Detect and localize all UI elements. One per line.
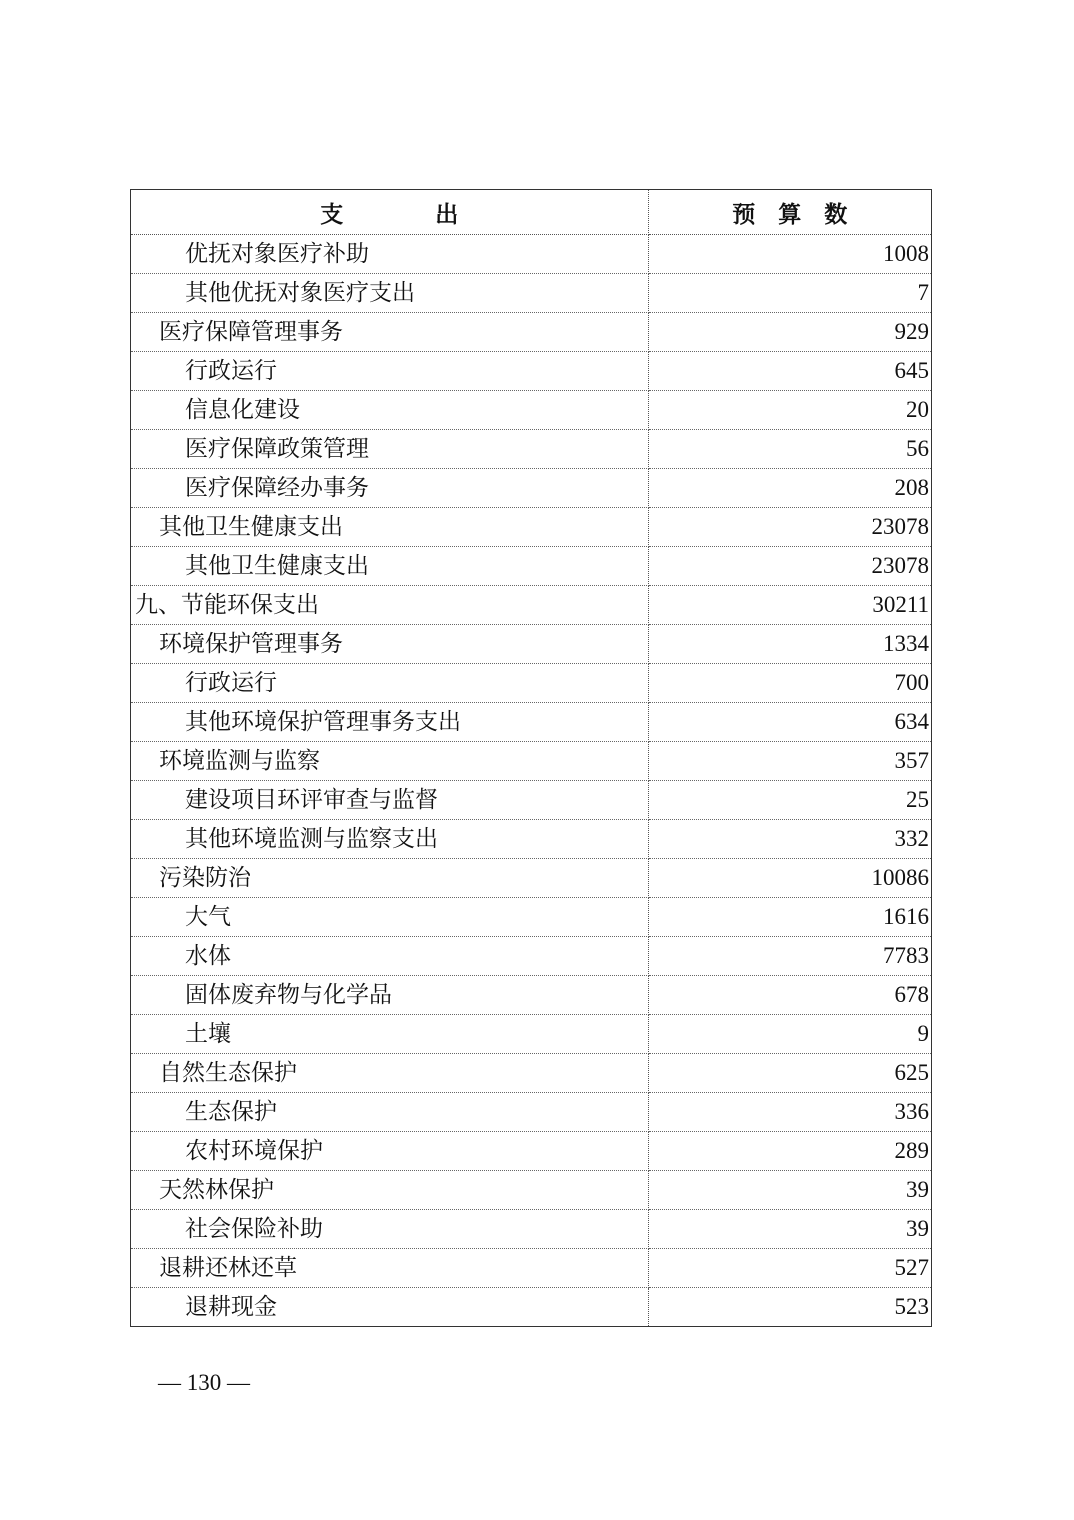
table-row: [131, 586, 931, 625]
row-value: 625: [648, 1054, 931, 1093]
table-header-row: [131, 190, 931, 235]
table-row: [131, 703, 931, 742]
row-label: 其他环境保护管理事务支出: [131, 703, 648, 742]
header-expenditure: 支 出: [131, 190, 648, 235]
row-value: 336: [648, 1093, 931, 1132]
table-row: [131, 781, 931, 820]
row-label: 建设项目环评审查与监督: [131, 781, 648, 820]
table-row: [131, 352, 931, 391]
row-value: 56: [648, 430, 931, 469]
table-row: [131, 469, 931, 508]
row-label: 大气: [131, 898, 648, 937]
row-label: 天然林保护: [131, 1171, 648, 1210]
row-value: 1334: [648, 625, 931, 664]
row-value: 332: [648, 820, 931, 859]
row-label: 其他优抚对象医疗支出: [131, 274, 648, 313]
table-row: [131, 1288, 931, 1327]
row-label: 信息化建设: [131, 391, 648, 430]
row-value: 527: [648, 1249, 931, 1288]
row-label: 生态保护: [131, 1093, 648, 1132]
row-label: 九、节能环保支出: [131, 586, 648, 625]
row-value: 25: [648, 781, 931, 820]
table-row: [131, 1210, 931, 1249]
table-row: [131, 742, 931, 781]
row-label: 固体废弃物与化学品: [131, 976, 648, 1015]
table-row: [131, 1015, 931, 1054]
row-label: 农村环境保护: [131, 1132, 648, 1171]
row-value: 20: [648, 391, 931, 430]
budget-table-container: [130, 189, 932, 1327]
table-row: [131, 664, 931, 703]
table-row: [131, 274, 931, 313]
row-value: 678: [648, 976, 931, 1015]
row-value: 929: [648, 313, 931, 352]
table-row: [131, 313, 931, 352]
row-value: 7783: [648, 937, 931, 976]
table-row: [131, 937, 931, 976]
table-row: [131, 1093, 931, 1132]
page-number: — 130 —: [158, 1370, 250, 1395]
row-value: 523: [894, 1294, 929, 1319]
row-label: 自然生态保护: [131, 1054, 648, 1093]
budget-table: [131, 190, 931, 1326]
row-label: 医疗保障管理事务: [131, 313, 648, 352]
row-value: 10086: [648, 859, 931, 898]
row-label: 土壤: [131, 1015, 648, 1054]
table-row: [131, 820, 931, 859]
row-value: 1008: [648, 235, 931, 274]
table-row: [131, 547, 931, 586]
row-label: 环境保护管理事务: [131, 625, 648, 664]
row-value: 289: [648, 1132, 931, 1171]
table-row: [131, 235, 931, 274]
row-value: 39: [648, 1210, 931, 1249]
row-value: 208: [648, 469, 931, 508]
row-value: 9: [648, 1015, 931, 1054]
table-row: [131, 1249, 931, 1288]
row-label: 退耕现金: [131, 1288, 648, 1327]
row-value: 7: [648, 274, 931, 313]
row-label: 其他卫生健康支出: [131, 547, 648, 586]
row-label: 行政运行: [131, 352, 648, 391]
row-label: 优抚对象医疗补助: [131, 235, 648, 274]
row-label: 其他卫生健康支出: [131, 508, 648, 547]
table-row: [131, 898, 931, 937]
header-budget-amount: 预 算 数: [648, 190, 931, 235]
row-value: 23078: [648, 508, 931, 547]
row-value: 357: [648, 742, 931, 781]
row-label: 水体: [131, 937, 648, 976]
row-value: 645: [648, 352, 931, 391]
table-row: [131, 430, 931, 469]
row-label: 社会保险补助: [131, 1210, 648, 1249]
table-row: [131, 859, 931, 898]
table-row: [131, 508, 931, 547]
row-label: 环境监测与监察: [131, 742, 648, 781]
row-label: 行政运行: [131, 664, 648, 703]
table-row: [131, 1054, 931, 1093]
table-row: [131, 976, 931, 1015]
table-body: [131, 235, 931, 1327]
row-value: 634: [648, 703, 931, 742]
row-value: 23078: [648, 547, 931, 586]
row-label: 医疗保障政策管理: [131, 430, 648, 469]
table-row: [131, 1171, 931, 1210]
row-label: 其他环境监测与监察支出: [131, 820, 648, 859]
table-row: [131, 625, 931, 664]
table-row: [131, 1132, 931, 1171]
table-row: [131, 391, 931, 430]
row-label: 医疗保障经办事务: [131, 469, 648, 508]
row-value: 30211: [648, 586, 931, 625]
row-value: 1616: [648, 898, 931, 937]
row-label: 退耕还林还草: [131, 1249, 648, 1288]
row-value: 700: [648, 664, 931, 703]
row-value: 39: [648, 1171, 931, 1210]
row-label: 污染防治: [131, 859, 648, 898]
